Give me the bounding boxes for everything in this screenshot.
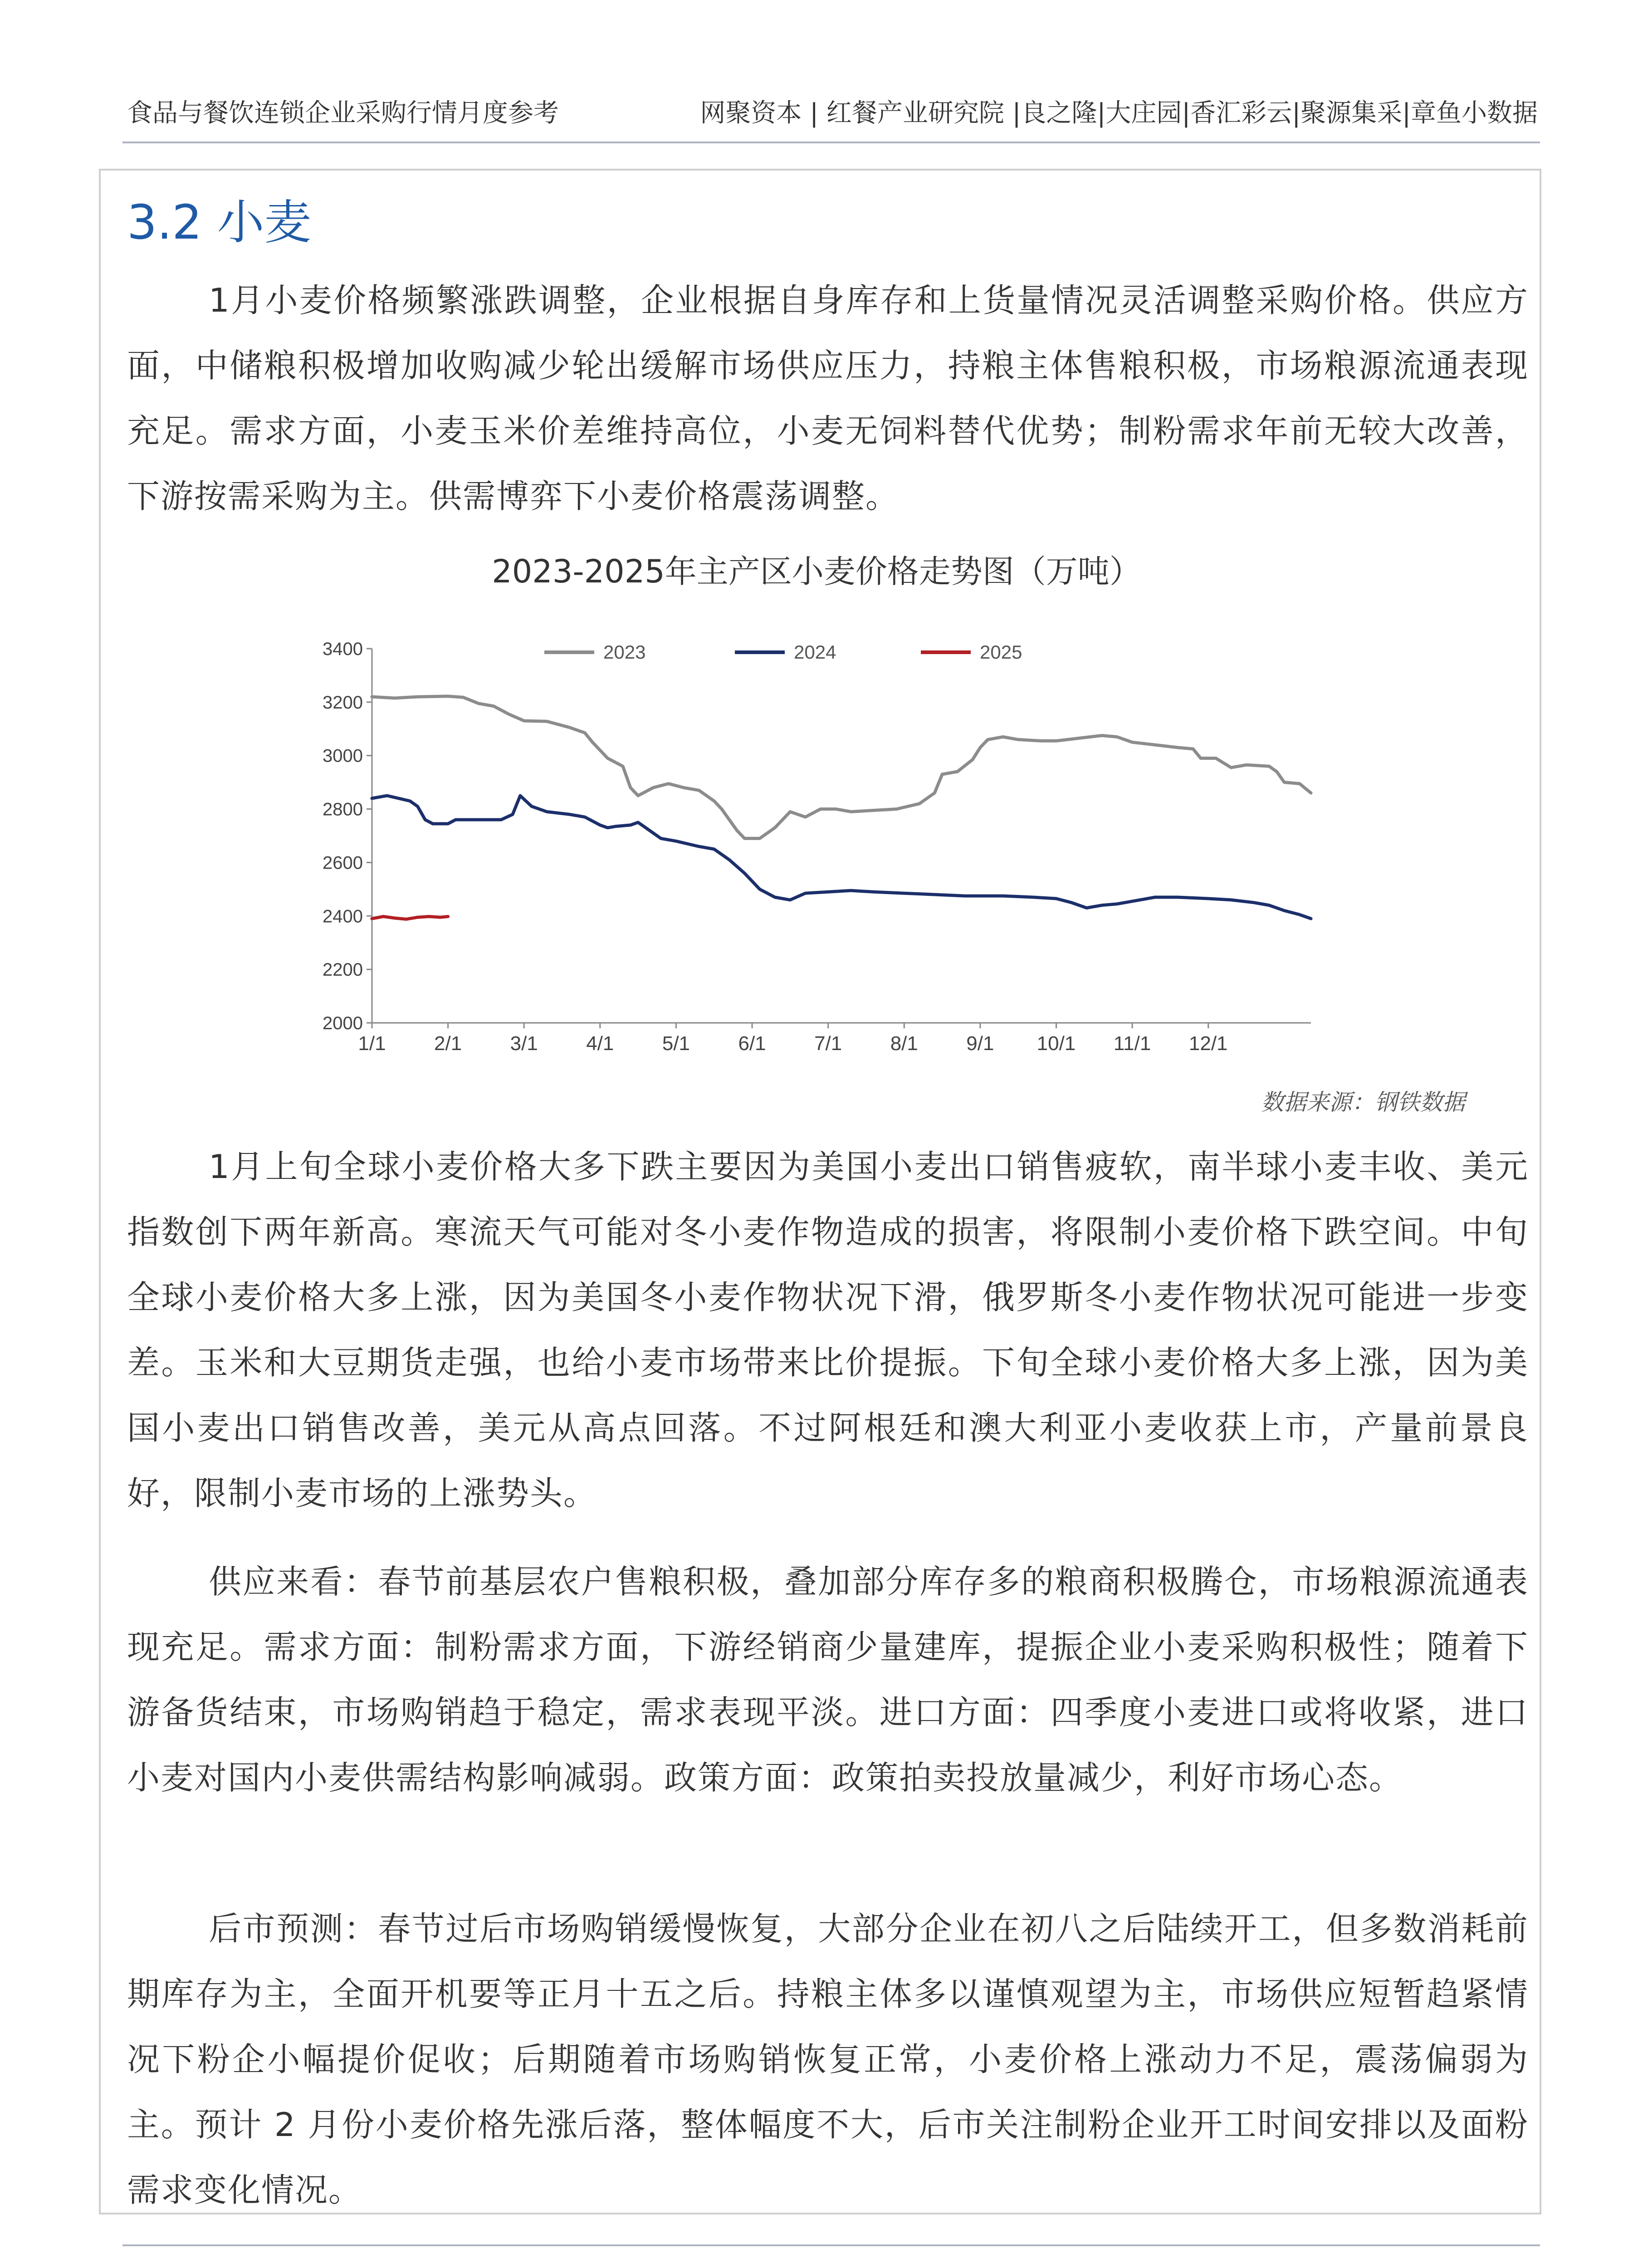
x-tick-label: 1/1 <box>358 1032 386 1055</box>
page-header <box>127 91 1538 132</box>
footer-divider <box>122 2244 1540 2246</box>
series-line-2023 <box>372 696 1311 839</box>
y-tick-label: 2000 <box>323 1013 363 1033</box>
x-tick-label: 12/1 <box>1188 1032 1228 1055</box>
x-tick-label: 2/1 <box>434 1032 462 1055</box>
section-title: 3.2 小麦 <box>127 195 312 250</box>
x-tick-label: 3/1 <box>510 1032 538 1055</box>
x-tick-label: 10/1 <box>1037 1032 1076 1055</box>
paragraph-supply-demand: 供应来看：春节前基层农户售粮积极，叠加部分库存多的粮商积极腾仓，市场粮源流通表现充足。需求方面：制粉需求方面，下游经销商少量建库，提振企业小麦采购积极性；随着下游备货结束，市场购销趋于稳定，需求表现平淡。进口方面：四季度小麦进口或将收紧，进口小麦对国内小麦供需结构影响减弱。政策方面：政策拍卖投放量减少，利好市场心态。 <box>127 1563 1529 1797</box>
header-report-title: 食品与餐饮连锁企业采购行情月度参考 <box>127 98 559 128</box>
y-tick-label: 2200 <box>323 960 363 980</box>
price-trend-chart <box>290 621 1334 1066</box>
paragraph-global-market: 1月上旬全球小麦价格大多下跌主要因为美国小麦出口销售疲软，南半球小麦丰收、美元指数创下两年新高。寒流天气可能对冬小麦作物造成的损害，将限制小麦价格下跌空间。中旬全球小麦价格大多上涨，因为美国冬小麦作物状况下滑，俄罗斯冬小麦作物状况可能进一步变差。玉米和大豆期货走强，也给小麦市场带来比价提振。下旬全球小麦价格大多上涨，因为美国小麦出口销售改善，美元从高点回落。不过阿根廷和澳大利亚小麦收获上市，产量前景良好，限制小麦市场的上涨势头。 <box>127 1148 1529 1512</box>
x-tick-label: 11/1 <box>1113 1032 1151 1055</box>
x-tick-label: 6/1 <box>738 1032 766 1055</box>
paragraph-intro: 1月小麦价格频繁涨跌调整，企业根据自身库存和上货量情况灵活调整采购价格。供应方面，中储粮积极增加收购减少轮出缓解市场供应压力，持粮主体售粮积极，市场粮源流通表现充足。需求方面，小麦玉米价差维持高位，小麦无饲料替代优势；制粉需求年前无较大改善，下游按需采购为主。供需博弈下小麦价格震荡调整。 <box>127 281 1529 515</box>
paragraph-outlook: 后市预测：春节过后市场购销缓慢恢复，大部分企业在初八之后陆续开工，但多数消耗前期库存为主，全面开机要等正月十五之后。持粮主体多以谨慎观望为主，市场供应短暂趋紧情况下粉企小幅提价促收；后期随着市场购销恢复正常，小麦价格上涨动力不足，震荡偏弱为主。预计 2 月份小麦价格先涨后落，整体幅度不大，后市关注制粉企业开工时间安排以及面粉需求变化情况。 <box>127 1910 1529 2209</box>
chart-title: 2023-2025年主产区小麦价格走势图（万吨） <box>492 553 1141 590</box>
chart-source: 数据来源：钢铁数据 <box>1261 1089 1465 1115</box>
header-divider <box>122 142 1540 143</box>
x-tick-label: 7/1 <box>814 1032 842 1055</box>
series-line-2024 <box>372 796 1311 919</box>
series-line-2025 <box>372 917 448 919</box>
x-tick-label: 9/1 <box>966 1032 994 1055</box>
header-publishers: 网聚资本 | 红餐产业研究院 |良之隆|大庄园|香汇彩云|聚源集采|章鱼小数据 <box>700 98 1538 128</box>
y-tick-label: 3400 <box>323 639 363 659</box>
legend-label-2024: 2024 <box>794 641 836 663</box>
y-tick-label: 3200 <box>323 692 363 713</box>
legend-label-2025: 2025 <box>980 641 1022 663</box>
x-tick-label: 4/1 <box>586 1032 614 1055</box>
y-tick-label: 2800 <box>323 799 363 820</box>
y-tick-label: 2400 <box>323 906 363 927</box>
y-tick-label: 2600 <box>323 853 363 873</box>
y-tick-label: 3000 <box>323 746 363 766</box>
legend-label-2023: 2023 <box>603 641 646 663</box>
x-tick-label: 8/1 <box>890 1032 918 1055</box>
x-tick-label: 5/1 <box>662 1032 690 1055</box>
